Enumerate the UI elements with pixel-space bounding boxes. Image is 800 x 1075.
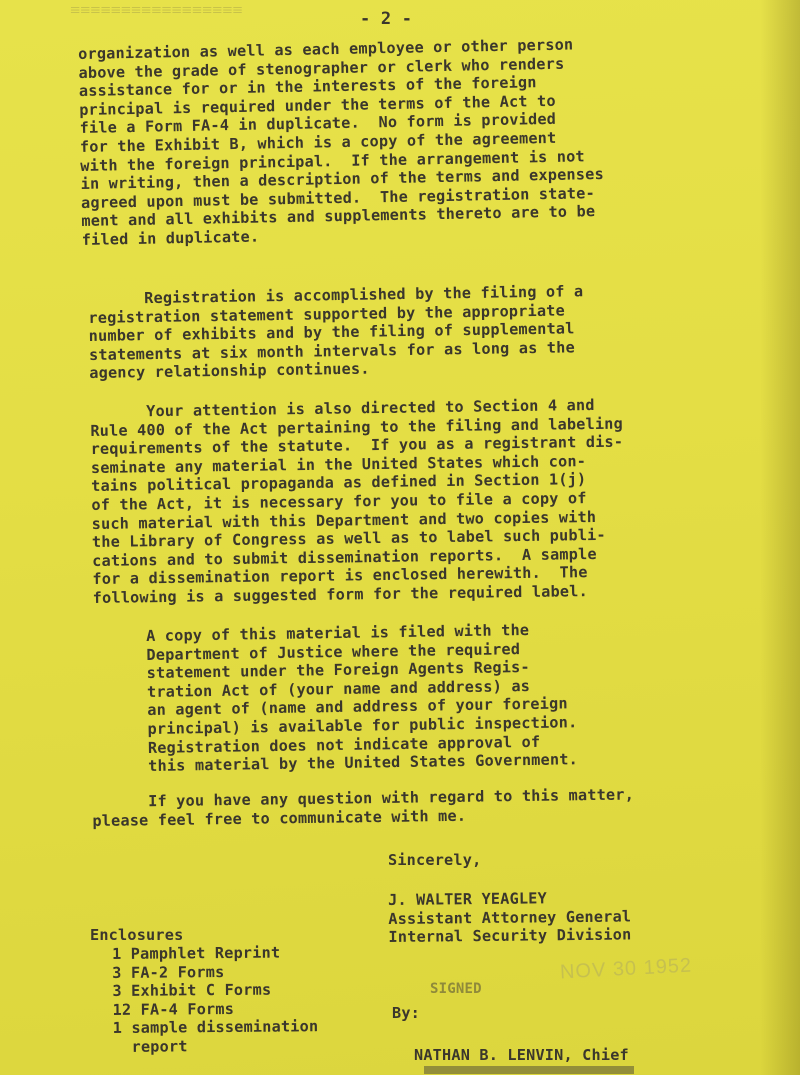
signed-stamp: SIGNED [430, 981, 482, 997]
date-stamp: NOV 30 1952 [559, 954, 693, 984]
cut-off-line [424, 1066, 634, 1074]
signature-block: J. WALTER YEAGLEY Assistant Attorney General Internal Security Division [388, 889, 632, 947]
enclosures-label: Enclosures [90, 926, 184, 944]
closing-salutation: Sincerely, [388, 851, 482, 869]
enclosures-list: 1 Pamphlet Reprint 3 FA-2 Forms 3 Exhibit C Forms 12 FA-4 Forms 1 sample dissemination report [112, 943, 319, 1056]
paragraph-registration: Registration is accomplished by the filing of a registration statement supported by the appropriate number of exhibits and by the filing of supplemental statements at six month intervals for as long as the agency relationship continues. [88, 282, 584, 383]
by-label: By: [392, 1004, 421, 1022]
bleed-through-header: ≡≡≡≡≡≡≡≡≡≡≡≡≡≡≡≡≡ [70, 0, 243, 20]
paragraph-closing-remark: If you have any question with regard to this matter, please feel free to communicate with me. [92, 785, 635, 830]
suggested-label-quote: A copy of this material is filed with the Department of Justice where the required statement under the Foreign Agents Regis- tration Act of (your name and address) as an agent of (name and address of your foreign principal) is available for public inspection. Registration does not indicate approval of this material by the United States Government. [146, 620, 579, 776]
page-number: - 2 - [360, 9, 413, 29]
paragraph-labeling-requirements: Your attention is also directed to Section 4 and Rule 400 of the Act pertaining to the filing and labeling requirements of the statute. If you as a registrant dis- seminate any material in the United States which con- tains political propaganda as defined in Section 1(j) of the Act, it is necessary for you to file a copy of such material with this Department and two copies with the Library of Congress as well as to label such publi- cations and to submit dissemination reports. A sample for a dissemination report is enclosed herewith. The following is a suggested form for the required label. [90, 395, 624, 607]
second-signer-name: NATHAN B. LENVIN, Chief [414, 1046, 629, 1064]
paragraph-form-requirements: organization as well as each employee or other person above the grade of stenographer or clerk who renders assistance for or in the interests of the foreign principal is required under the terms of the Act to file a Form FA-4 in duplicate. No form is provided for the Exhibit B, which is a copy of the agreement with the foreign principal. If the arrangement is not in writing, then a description of the terms and expenses agreed upon must be submitted. The registration state- ment and all exhibits and supplements thereto are to be filed in duplicate. [78, 35, 604, 249]
